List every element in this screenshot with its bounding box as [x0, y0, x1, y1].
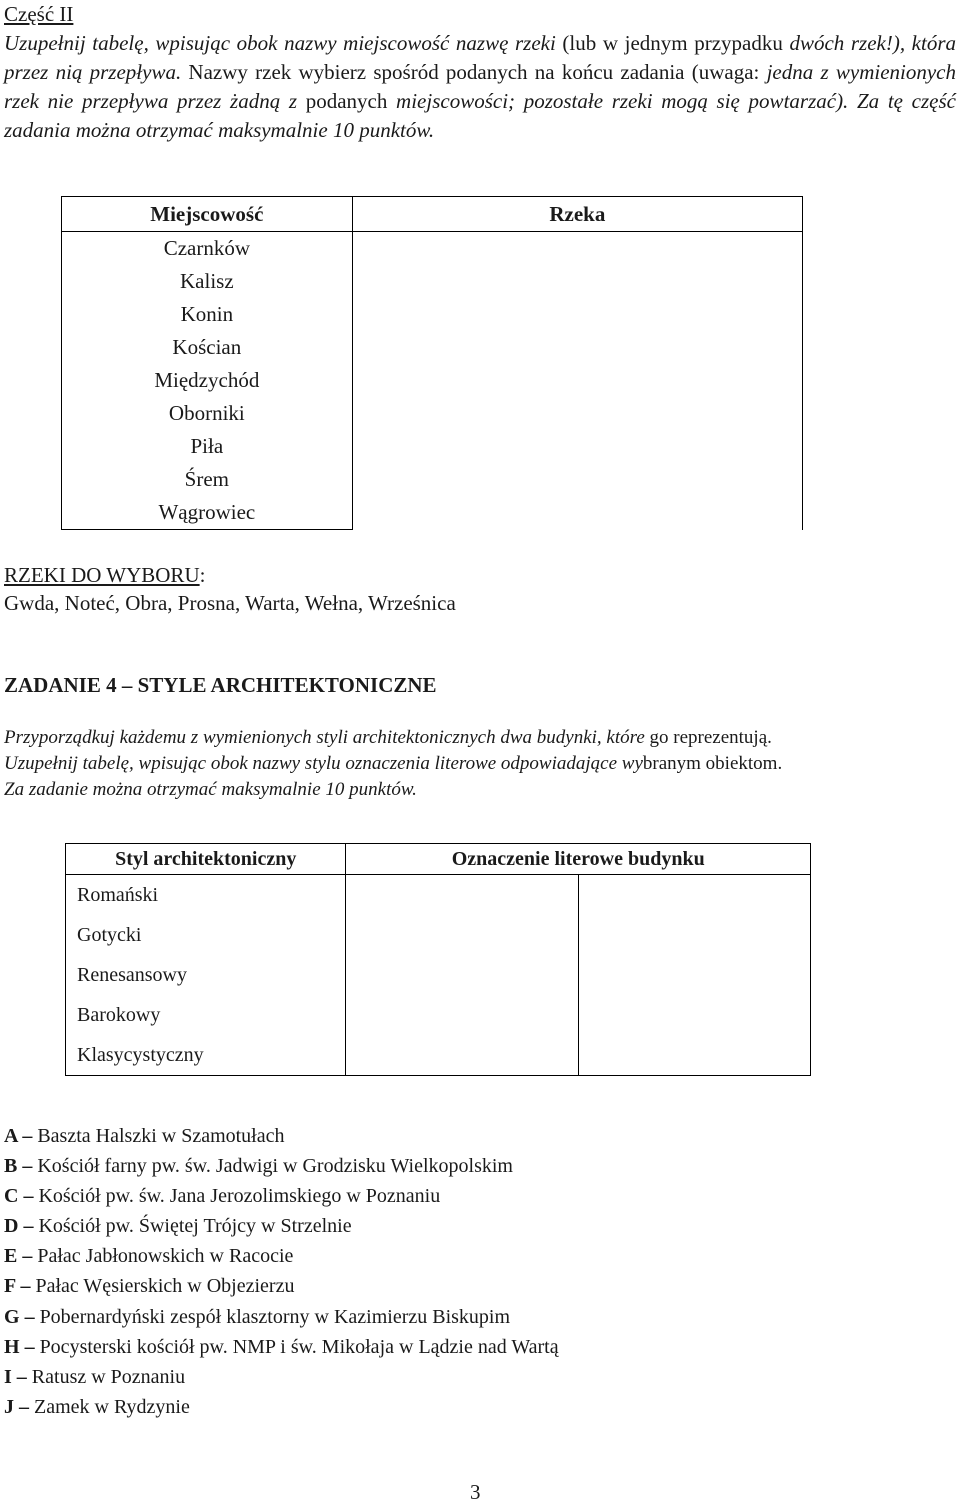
instr-text: (lub w jednym przypadku — [555, 31, 790, 55]
dash: – — [17, 1155, 38, 1178]
instr-text: Nazwy rzek wybierz spośród podanych na końcu zadania (uwaga: — [181, 60, 767, 84]
town-cell: Czarnków — [62, 232, 353, 266]
building-letter: C — [4, 1185, 19, 1208]
style-cell: Gotycki — [66, 915, 346, 955]
building-letter: A — [4, 1125, 18, 1147]
building-letter: D — [4, 1215, 19, 1238]
building-name: Ratusz w Poznaniu — [31, 1365, 186, 1388]
building-item — [4, 1211, 559, 1241]
style-cell: Barokowy — [66, 995, 346, 1035]
instr-line — [4, 725, 956, 751]
building-item — [4, 1151, 559, 1181]
dash: – — [18, 1185, 39, 1208]
dash: – — [17, 1245, 38, 1268]
building-letter: I — [4, 1365, 12, 1388]
dash: – — [19, 1335, 40, 1358]
task4-instructions — [4, 725, 956, 803]
page-number: 3 — [470, 1480, 481, 1504]
dash: – — [17, 1125, 38, 1147]
town-cell: Piła — [62, 430, 353, 463]
town-cell: Kalisz — [62, 265, 353, 298]
building-letter: E — [4, 1245, 18, 1268]
river-answer-area[interactable] — [352, 232, 802, 530]
building-name: Pałac Węsierskich w Objezierzu — [35, 1275, 295, 1298]
building-name: Kościół farny pw. św. Jadwigi w Grodzisku Wielkopolskim — [37, 1155, 513, 1178]
section-title: Część II — [4, 2, 74, 26]
building-letter: G — [4, 1305, 20, 1328]
dash: – — [18, 1215, 39, 1238]
town-cell: Konin — [62, 298, 353, 331]
building-item — [4, 1362, 559, 1392]
building-name: Pobernardyński zespół klasztorny w Kazimierzu Biskupim — [39, 1305, 511, 1328]
instr-text: Przyporządkuj każdemu z wymienionych styli architektonicznych dwa budynki, które — [4, 727, 645, 748]
instr-text: Uzupełnij tabelę, wpisując obok nazwy stylu oznaczenia literowe odpowiadające wy — [4, 753, 643, 774]
rivers-choice-heading: RZEKI DO WYBORU — [4, 563, 200, 587]
instr-text: dwóch rzek!), która przez nią przepływa. — [4, 31, 957, 84]
dash: – — [19, 1305, 40, 1328]
styles-table — [65, 843, 811, 1076]
building-name: Pałac Jabłonowskich w Racocie — [37, 1245, 294, 1268]
building-item — [4, 1332, 559, 1362]
building-item — [4, 1302, 559, 1332]
building-item — [4, 1181, 559, 1211]
instructions-part-two — [4, 29, 956, 145]
instr-text: jedna z wymienionych rzek nie przepływa przez żadną z — [4, 60, 956, 113]
town-cell: Oborniki — [62, 397, 353, 430]
col-header-style: Styl architektoniczny — [66, 844, 346, 875]
dash: – — [15, 1275, 36, 1298]
style-cell: Klasycystyczny — [66, 1035, 346, 1076]
style-cell: Romański — [66, 875, 346, 916]
building-letter: F — [4, 1275, 16, 1298]
rivers-table — [61, 196, 803, 530]
instr-text: Uzupełnij tabelę, wpisując obok nazwy miejscowość nazwę rzeki — [4, 31, 556, 55]
instr-text: miejscowości; pozostałe rzeki mogą się powtarzać). Za tę część zadania można otrzymać maksymalnie 10 punktów. — [4, 89, 956, 142]
building-item — [4, 1392, 559, 1422]
letter-answer-cell[interactable] — [578, 875, 810, 1076]
building-item — [4, 1241, 559, 1271]
instr-text: go reprezentują. — [644, 727, 772, 748]
col-header-place: Miejscowość — [62, 197, 353, 232]
rivers-choice-title — [4, 563, 205, 588]
instr-text: podanych — [297, 89, 397, 113]
col-header-river: Rzeka — [352, 197, 802, 232]
rivers-choice-list: Gwda, Noteć, Obra, Prosna, Warta, Wełna, Wrześnica — [4, 591, 456, 615]
col-header-letters: Oznaczenie literowe budynku — [346, 844, 811, 875]
rivers-choice-colon: : — [199, 563, 206, 587]
building-name: Kościół pw. Świętej Trójcy w Strzelnie — [38, 1215, 352, 1238]
dash: – — [11, 1365, 32, 1388]
town-cell: Międzychód — [62, 364, 353, 397]
building-letter: B — [4, 1155, 18, 1178]
building-item — [4, 1271, 559, 1301]
building-letter: H — [4, 1335, 20, 1358]
instr-line — [4, 777, 956, 803]
style-cell: Renesansowy — [66, 955, 346, 995]
building-name: Baszta Halszki w Szamotułach — [37, 1125, 285, 1147]
town-cell: Śrem — [62, 463, 353, 496]
instr-text: branym obiektom. — [642, 753, 783, 774]
building-letter: J — [4, 1395, 14, 1418]
letter-answer-cell[interactable] — [346, 875, 578, 1076]
building-name: Zamek w Rydzynie — [34, 1395, 190, 1418]
dash: – — [14, 1395, 34, 1418]
town-cell: Wągrowiec — [62, 496, 353, 530]
task4-title: ZADANIE 4 – STYLE ARCHITEKTONICZNE — [4, 673, 437, 697]
buildings-list — [4, 1121, 559, 1422]
instr-line — [4, 751, 956, 777]
building-name: Kościół pw. św. Jana Jerozolimskiego w Poznaniu — [38, 1185, 441, 1208]
town-cell: Kościan — [62, 331, 353, 364]
building-name: Pocysterski kościół pw. NMP i św. Mikołaja w Lądzie nad Wartą — [39, 1335, 559, 1358]
building-item — [4, 1121, 559, 1151]
instr-text: Za zadanie można otrzymać maksymalnie 10 punktów. — [4, 779, 417, 800]
